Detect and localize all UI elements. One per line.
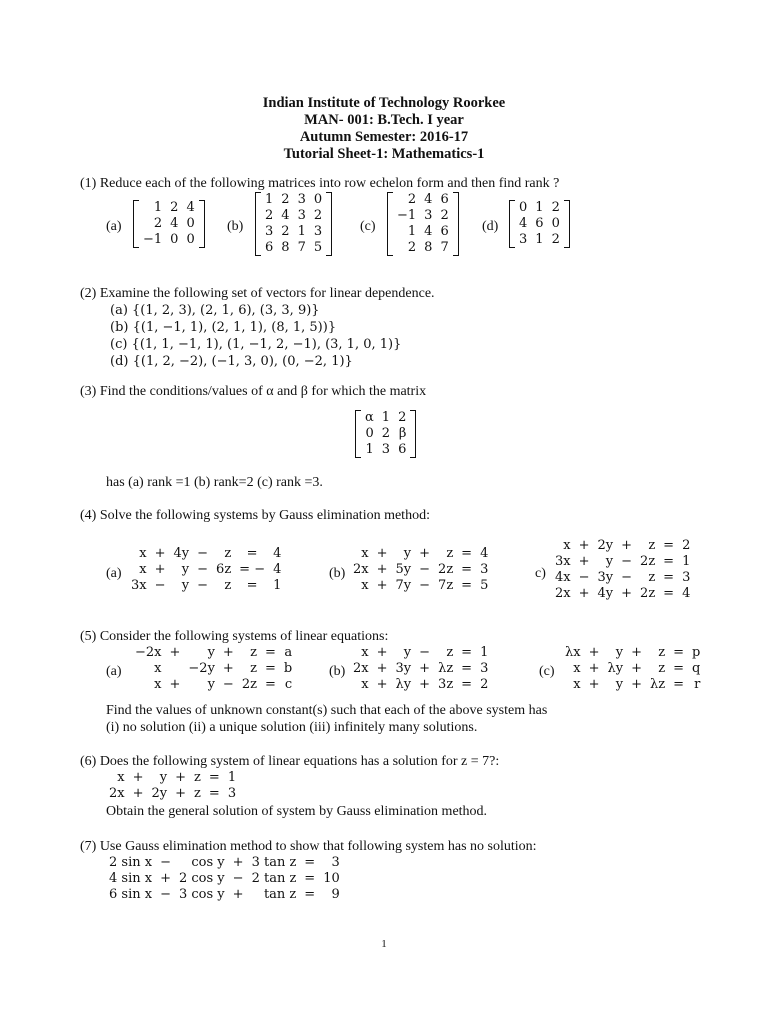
equation-operator: + <box>588 661 600 676</box>
question-4: (4) Solve the following systems by Gauss elimination method: <box>80 508 430 523</box>
equation-operator: + <box>160 871 171 886</box>
equation-term: λz <box>438 661 454 676</box>
matrix-cell: 0 <box>365 426 374 441</box>
equation-term: 5y <box>395 562 412 577</box>
equation-operator: + <box>419 677 431 692</box>
equation-operator: + <box>419 661 431 676</box>
matrix-cell: 1 <box>297 224 306 239</box>
course-code: MAN- 001: B.Tech. I year <box>304 112 464 128</box>
matrix-cell: 0 <box>313 192 323 207</box>
q5-label-a: (a) <box>106 664 122 679</box>
equation-term: 4y <box>173 546 190 561</box>
equation-operator: + <box>621 586 633 601</box>
equation-operator: = <box>461 661 473 676</box>
equation-term: z <box>446 546 454 561</box>
equation-operator: + <box>222 661 234 676</box>
equation-term: 1 <box>682 554 691 569</box>
equation-operator: + <box>132 770 144 785</box>
matrix-cell: α <box>365 410 374 425</box>
equation-operator: = <box>461 677 473 692</box>
equation-term: λx <box>565 645 581 660</box>
equation-term: z <box>194 786 201 801</box>
semester: Autumn Semester: 2016-17 <box>299 129 469 145</box>
equation-operator: = − <box>239 562 266 577</box>
equation-operator: − <box>160 855 171 870</box>
equation-term: r <box>694 677 701 692</box>
matrix-cell: 2 <box>281 192 290 207</box>
matrix-cell: 6 <box>398 442 407 457</box>
matrix-cell: 4 <box>170 216 179 231</box>
equation-operator: − <box>621 570 633 585</box>
equation-operator: = <box>673 677 684 692</box>
equation-term: 4 <box>480 546 489 561</box>
question-6: (6) Does the following system of linear equations has a solution for z = 7?: <box>80 754 500 769</box>
equation-term: b <box>283 661 293 676</box>
equation-term: 6 sin x <box>109 887 153 902</box>
q4-label-c: c) <box>535 566 546 581</box>
matrix-cell: 0 <box>551 216 560 231</box>
equation-operator: = <box>461 562 473 577</box>
equation-operator: = <box>264 645 276 660</box>
matrix-cell: 4 <box>281 208 290 223</box>
equation-term: λz <box>649 677 666 692</box>
matrix-cell: 6 <box>440 224 449 239</box>
equation-term: q <box>691 661 701 676</box>
equation-term: 3y <box>395 661 412 676</box>
equation-operator: + <box>132 786 144 801</box>
q4-system-a <box>128 546 284 594</box>
matrix-cell: 4 <box>424 192 433 207</box>
equation-term: −2x <box>135 645 162 660</box>
equation-operator: + <box>169 677 181 692</box>
equation-operator: + <box>376 677 388 692</box>
equation-operator: − <box>419 562 431 577</box>
equation-operator: = <box>461 578 473 593</box>
equation-term: y <box>181 562 190 577</box>
equation-operator: = <box>663 538 675 553</box>
equation-term: x <box>361 546 369 561</box>
matrix-cell: 2 <box>313 208 323 223</box>
equation-term: x <box>139 562 147 577</box>
q1-label-a: (a) <box>106 219 122 234</box>
equation-term: tan z <box>263 887 297 902</box>
equation-term: 2x <box>555 586 571 601</box>
equation-term: 2z <box>640 586 656 601</box>
matrix-cell: 1 <box>265 192 274 207</box>
matrix-cell: 1 <box>407 224 417 239</box>
equation-term: 1 <box>273 578 282 593</box>
matrix-cell: β <box>398 426 407 441</box>
q7-system <box>106 855 343 903</box>
equation-term: 2 <box>682 538 691 553</box>
equation-operator: = <box>673 645 684 660</box>
equation-term: x <box>139 546 147 561</box>
equation-term: 3z <box>438 677 454 692</box>
equation-term: z <box>224 578 232 593</box>
equation-operator: − <box>197 578 209 593</box>
matrix-cell: 0 <box>170 232 179 247</box>
matrix-cell: 4 <box>186 200 195 215</box>
equation-term: p <box>691 645 701 660</box>
q1-matrix-a <box>139 200 199 248</box>
equation-operator: + <box>376 562 388 577</box>
equation-operator: + <box>154 546 166 561</box>
question-5: (5) Consider the following systems of linear equations: <box>80 629 389 644</box>
equation-term: 3x <box>131 578 147 593</box>
q1-matrix-c <box>393 192 453 256</box>
equation-term: 3y <box>597 570 614 585</box>
equation-operator: = <box>304 887 316 902</box>
equation-term: z <box>648 538 656 553</box>
equation-term: a <box>284 645 293 660</box>
equation-term: 1 <box>480 645 489 660</box>
equation-term: y <box>403 645 412 660</box>
equation-operator <box>165 661 186 677</box>
equation-operator: − <box>154 578 166 593</box>
equation-term: x <box>117 770 125 785</box>
equation-operator: + <box>419 546 431 561</box>
equation-term: y <box>615 645 624 660</box>
equation-operator: − <box>160 887 171 902</box>
equation-term: 3 <box>331 855 340 870</box>
equation-term: 2 sin x <box>109 855 153 870</box>
q5-system-b <box>350 645 491 693</box>
equation-term: 4 <box>682 586 691 601</box>
equation-term: 2z <box>640 554 656 569</box>
equation-operator: − <box>578 570 590 585</box>
equation-term: 4 <box>273 562 282 577</box>
equation-term: 10 <box>323 871 340 886</box>
q1-matrix-d <box>515 200 564 248</box>
q1-label-b: (b) <box>227 219 244 234</box>
q2-item-c: (c) {(1, 1, −1, 1), (1, −1, 2, −1), (3, 1, 0, 1)} <box>110 337 402 352</box>
matrix-cell: 2 <box>551 200 560 215</box>
matrix-cell: 3 <box>297 208 306 223</box>
matrix-cell: 7 <box>440 240 449 255</box>
equation-operator: = <box>246 578 258 593</box>
matrix-cell: 0 <box>186 216 195 231</box>
equation-term: 5 <box>480 578 489 593</box>
matrix-cell: 8 <box>281 240 290 255</box>
matrix-cell: 0 <box>186 232 195 247</box>
equation-term: 3 tan z <box>251 855 297 870</box>
q5-options: (i) no solution (ii) a unique solution (iii) infinitely many solutions. <box>106 720 478 735</box>
equation-term: x <box>563 538 571 553</box>
equation-term: 2 tan z <box>251 871 297 886</box>
equation-term: 2x <box>353 562 369 577</box>
equation-term: x <box>361 578 369 593</box>
equation-operator: + <box>222 645 234 660</box>
equation-term: 3x <box>555 554 571 569</box>
q2-item-d: (d) {(1, 2, −2), (−1, 3, 0), (0, −2, 1)} <box>110 354 353 369</box>
q4-label-b: (b) <box>329 566 346 581</box>
equation-operator: + <box>631 677 642 692</box>
equation-operator: = <box>673 661 684 676</box>
equation-operator: + <box>376 546 388 561</box>
matrix-cell: 2 <box>440 208 449 223</box>
equation-term: 4 sin x <box>109 871 153 886</box>
equation-operator: + <box>578 586 590 601</box>
q6-tail: Obtain the general solution of system by Gauss elimination method. <box>106 804 488 819</box>
matrix-cell: 2 <box>398 410 407 425</box>
equation-term: λy <box>607 661 624 676</box>
equation-operator: = <box>461 546 473 561</box>
equation-operator: + <box>621 538 633 553</box>
q3-matrix <box>361 410 410 458</box>
equation-term: 2 cos y <box>178 871 225 886</box>
equation-operator: + <box>175 770 187 785</box>
equation-operator: + <box>376 661 388 676</box>
question-7: (7) Use Gauss elimination method to show that following system has no solution: <box>80 839 537 854</box>
equation-term: x <box>154 677 162 692</box>
matrix-cell: 1 <box>381 410 391 425</box>
equation-term: 3 cos y <box>178 887 225 902</box>
document-header <box>0 95 768 163</box>
equation-operator: + <box>232 855 244 870</box>
q1-matrix-b <box>261 192 326 256</box>
equation-term: 4y <box>597 586 614 601</box>
matrix-cell: 2 <box>281 224 290 239</box>
equation-operator: − <box>232 871 244 886</box>
matrix-cell: 1 <box>535 200 544 215</box>
equation-term: 1 <box>227 770 237 785</box>
equation-term: y <box>159 770 168 785</box>
equation-operator: − <box>419 645 431 660</box>
matrix-cell: 2 <box>170 200 179 215</box>
equation-operator: = <box>264 677 276 692</box>
equation-term: z <box>250 661 257 676</box>
equation-term: x <box>361 645 369 660</box>
matrix-cell: 3 <box>313 224 323 239</box>
equation-term: −2y <box>188 661 215 676</box>
institute-name: Indian Institute of Technology Roorkee <box>262 95 506 111</box>
equation-operator: − <box>197 562 209 577</box>
equation-term: 2 <box>480 677 489 692</box>
equation-term: y <box>207 677 215 692</box>
equation-term: z <box>194 770 201 785</box>
equation-term: 2y <box>151 786 168 801</box>
equation-operator: = <box>663 554 675 569</box>
matrix-cell: 8 <box>424 240 433 255</box>
equation-operator: − <box>222 677 234 692</box>
equation-operator: + <box>154 562 166 577</box>
equation-term: λy <box>395 677 412 692</box>
equation-term: 3 <box>480 562 489 577</box>
matrix-cell: 2 <box>265 208 274 223</box>
equation-term: z <box>224 546 232 561</box>
matrix-cell: −1 <box>397 208 417 223</box>
matrix-cell: 2 <box>551 232 560 247</box>
equation-operator: + <box>588 677 600 692</box>
equation-term: 2x <box>109 786 125 801</box>
matrix-cell: 2 <box>407 240 417 255</box>
matrix-cell: 0 <box>519 200 528 215</box>
equation-term: x <box>154 661 162 676</box>
q1-label-d: (d) <box>482 219 499 234</box>
equation-term: 3 <box>682 570 691 585</box>
equation-operator: + <box>578 554 590 569</box>
question-2: (2) Examine the following set of vectors for linear dependence. <box>80 286 435 301</box>
equation-operator: = <box>663 586 675 601</box>
matrix-cell: 4 <box>424 224 433 239</box>
equation-term: x <box>361 677 369 692</box>
q5-label-c: (c) <box>539 664 555 679</box>
equation-term: 3 <box>227 786 237 801</box>
matrix-cell: 2 <box>153 216 163 231</box>
equation-operator: + <box>631 661 642 676</box>
equation-operator: = <box>264 661 276 676</box>
question-3: (3) Find the conditions/values of α and β for which the matrix <box>80 384 427 399</box>
equation-term: 2z <box>438 562 454 577</box>
q2-item-a: (a) {(1, 2, 3), (2, 1, 6), (3, 3, 9)} <box>110 303 320 318</box>
q4-system-b <box>350 546 491 594</box>
equation-term: 4x <box>555 570 571 585</box>
equation-term: 4 <box>273 546 282 561</box>
matrix-cell: 5 <box>313 240 323 255</box>
equation-operator: + <box>376 645 388 660</box>
equation-term: 2x <box>353 661 369 676</box>
equation-operator: + <box>631 645 642 660</box>
equation-term: z <box>658 661 666 676</box>
sheet-title: Tutorial Sheet-1: Mathematics-1 <box>283 146 485 162</box>
q5-system-c <box>562 645 703 693</box>
equation-operator: + <box>232 887 244 902</box>
equation-term: y <box>207 645 215 660</box>
q5-label-b: (b) <box>329 664 346 679</box>
equation-term: cos y <box>191 855 225 870</box>
equation-operator: = <box>304 871 316 886</box>
equation-term: 7y <box>395 578 412 593</box>
equation-operator: − <box>621 554 633 569</box>
equation-operator: = <box>246 546 258 561</box>
equation-term: z <box>648 570 656 585</box>
matrix-cell: 2 <box>407 192 417 207</box>
page-number: 1 <box>381 938 387 950</box>
q4-system-c <box>552 538 693 602</box>
equation-operator: = <box>461 645 473 660</box>
matrix-cell: 3 <box>265 224 274 239</box>
equation-operator: = <box>663 570 675 585</box>
matrix-cell: 6 <box>265 240 274 255</box>
equation-term: 2z <box>241 677 257 692</box>
equation-term: y <box>605 554 614 569</box>
equation-operator: + <box>588 645 600 660</box>
matrix-cell: 3 <box>297 192 306 207</box>
equation-operator: − <box>419 578 431 593</box>
matrix-cell: 6 <box>440 192 449 207</box>
equation-term: x <box>573 677 581 692</box>
q2-item-b: (b) {(1, −1, 1), (2, 1, 1), (8, 1, 5))} <box>110 320 337 335</box>
matrix-cell: 4 <box>519 216 528 231</box>
equation-operator: + <box>376 578 388 593</box>
matrix-cell: 2 <box>381 426 391 441</box>
q4-label-a: (a) <box>106 566 122 581</box>
equation-operator: = <box>304 855 316 870</box>
matrix-cell: 3 <box>519 232 528 247</box>
q5-system-a <box>132 645 295 693</box>
matrix-cell: 1 <box>535 232 544 247</box>
equation-term: 6z <box>216 562 232 577</box>
equation-term: z <box>250 645 257 660</box>
q5-find-text: Find the values of unknown constant(s) such that each of the above system has <box>106 703 548 718</box>
matrix-cell: 1 <box>365 442 374 457</box>
equation-term: z <box>658 645 666 660</box>
matrix-cell: 3 <box>381 442 391 457</box>
q6-system <box>106 770 239 802</box>
question-1: (1) Reduce each of the following matrices into row echelon form and then find rank ? <box>80 176 560 191</box>
q3-rank-conditions: has (a) rank =1 (b) rank=2 (c) rank =3. <box>106 475 323 490</box>
matrix-cell: 7 <box>297 240 306 255</box>
equation-term: 3 <box>480 661 489 676</box>
equation-operator: = <box>208 786 220 801</box>
equation-term: 2y <box>597 538 614 553</box>
q1-label-c: (c) <box>360 219 376 234</box>
equation-term: 9 <box>331 887 340 902</box>
equation-term: y <box>615 677 624 692</box>
matrix-cell: 3 <box>424 208 433 223</box>
equation-term: y <box>403 546 412 561</box>
equation-operator: − <box>197 546 209 561</box>
equation-operator: + <box>578 538 590 553</box>
equation-term: x <box>573 661 581 676</box>
equation-operator: + <box>169 645 181 660</box>
matrix-cell: −1 <box>143 232 163 247</box>
equation-operator: = <box>208 770 220 785</box>
matrix-cell: 6 <box>535 216 544 231</box>
equation-term: y <box>181 578 190 593</box>
equation-term: z <box>446 645 454 660</box>
matrix-cell: 1 <box>153 200 163 215</box>
equation-term: c <box>284 677 293 692</box>
equation-operator: + <box>175 786 187 801</box>
equation-term: 7z <box>438 578 454 593</box>
